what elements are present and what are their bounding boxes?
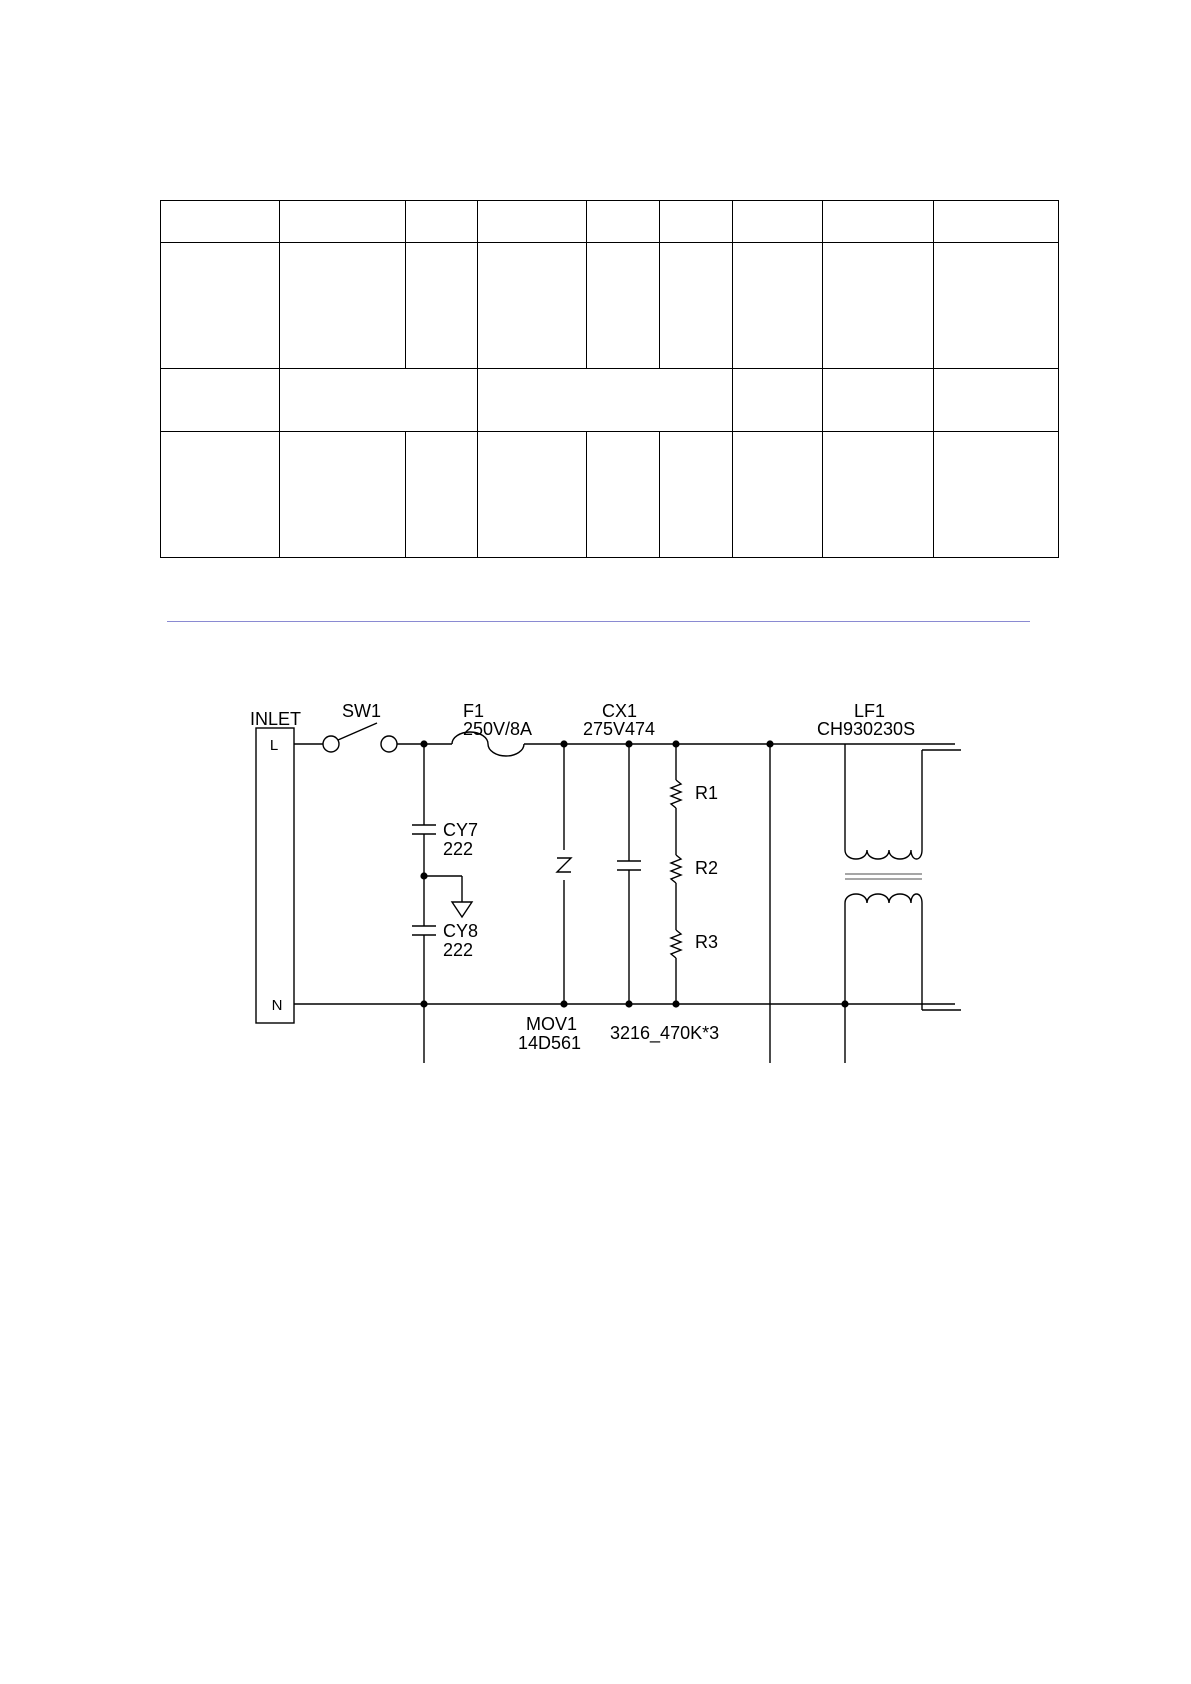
junction-dot <box>560 1000 567 1007</box>
table-cell <box>280 243 406 369</box>
r3-ref: R3 <box>695 932 719 952</box>
table-cell <box>280 432 406 558</box>
table-cell <box>823 369 934 432</box>
table-row <box>161 369 1059 432</box>
table-cell <box>733 369 823 432</box>
junction-dot <box>420 1000 427 1007</box>
capacitor-cx1 <box>617 861 641 870</box>
junction-dot <box>625 740 632 747</box>
table-cell <box>406 243 478 369</box>
table-row <box>161 432 1059 558</box>
mov1-value: 14D561 <box>518 1033 582 1053</box>
table-cell <box>733 243 823 369</box>
table-cell <box>934 432 1059 558</box>
table-cell <box>280 369 478 432</box>
cy7-value: 222 <box>443 839 474 859</box>
resistor-note: 3216_470K*3 <box>610 1023 720 1043</box>
choke-lf1 <box>845 744 961 1063</box>
junction-dot <box>672 740 679 747</box>
ground-symbol <box>424 876 472 917</box>
inlet-connector <box>256 728 294 1023</box>
table-cell <box>406 432 478 558</box>
table-cell <box>478 432 587 558</box>
table-cell <box>733 432 823 558</box>
f1-ref: F1 <box>463 701 485 721</box>
table-cell <box>823 243 934 369</box>
table-cell <box>587 432 660 558</box>
table-cell <box>823 432 934 558</box>
table-cell <box>587 243 660 369</box>
table-cell <box>161 243 280 369</box>
table-cell <box>280 201 406 243</box>
junction-dot <box>672 1000 679 1007</box>
lf1-ref: LF1 <box>854 701 886 721</box>
table-cell <box>660 432 733 558</box>
table-cell <box>660 243 733 369</box>
blank-grid-table <box>160 200 1059 558</box>
cy7-ref: CY7 <box>443 820 479 840</box>
table-cell <box>934 369 1059 432</box>
switch-sw1 <box>323 723 397 752</box>
table-cell <box>587 201 660 243</box>
junction-dot <box>625 1000 632 1007</box>
table-cell <box>660 201 733 243</box>
resistor-r2 <box>671 855 681 883</box>
junction-dot <box>766 740 773 747</box>
junction-dot <box>841 1000 848 1007</box>
table-cell <box>406 201 478 243</box>
emi-filter-schematic <box>0 690 1191 1070</box>
capacitor-cy7 <box>412 825 436 834</box>
junction-dot <box>560 740 567 747</box>
junction-dot <box>420 872 427 879</box>
table-row <box>161 243 1059 369</box>
mov1-ref: MOV1 <box>526 1014 578 1034</box>
table-cell <box>733 201 823 243</box>
table-cell <box>161 201 280 243</box>
inlet-title: INLET <box>250 709 302 729</box>
inlet-pin-n: N <box>271 997 283 1014</box>
table-row <box>161 201 1059 243</box>
table-cell <box>478 201 587 243</box>
table-cell <box>478 243 587 369</box>
junction-dot <box>420 740 427 747</box>
resistor-r1 <box>671 780 681 808</box>
table-cell <box>934 201 1059 243</box>
table-cell <box>161 432 280 558</box>
table-cell <box>478 369 733 432</box>
r1-ref: R1 <box>695 783 719 803</box>
f1-value: 250V/8A <box>463 719 533 739</box>
r2-ref: R2 <box>695 858 719 878</box>
cy8-ref: CY8 <box>443 921 479 941</box>
horizontal-separator <box>167 621 1030 622</box>
inlet-pin-l: L <box>269 737 279 754</box>
resistor-r3 <box>671 930 681 958</box>
table-cell <box>161 369 280 432</box>
cx1-ref: CX1 <box>602 701 638 721</box>
table-cell <box>934 243 1059 369</box>
sw1-ref: SW1 <box>342 701 382 721</box>
capacitor-cy8 <box>412 926 436 935</box>
cx1-value: 275V474 <box>583 719 656 739</box>
cy8-value: 222 <box>443 940 474 960</box>
lf1-value: CH930230S <box>817 719 916 739</box>
table-cell <box>823 201 934 243</box>
varistor-mov1 <box>556 850 572 880</box>
